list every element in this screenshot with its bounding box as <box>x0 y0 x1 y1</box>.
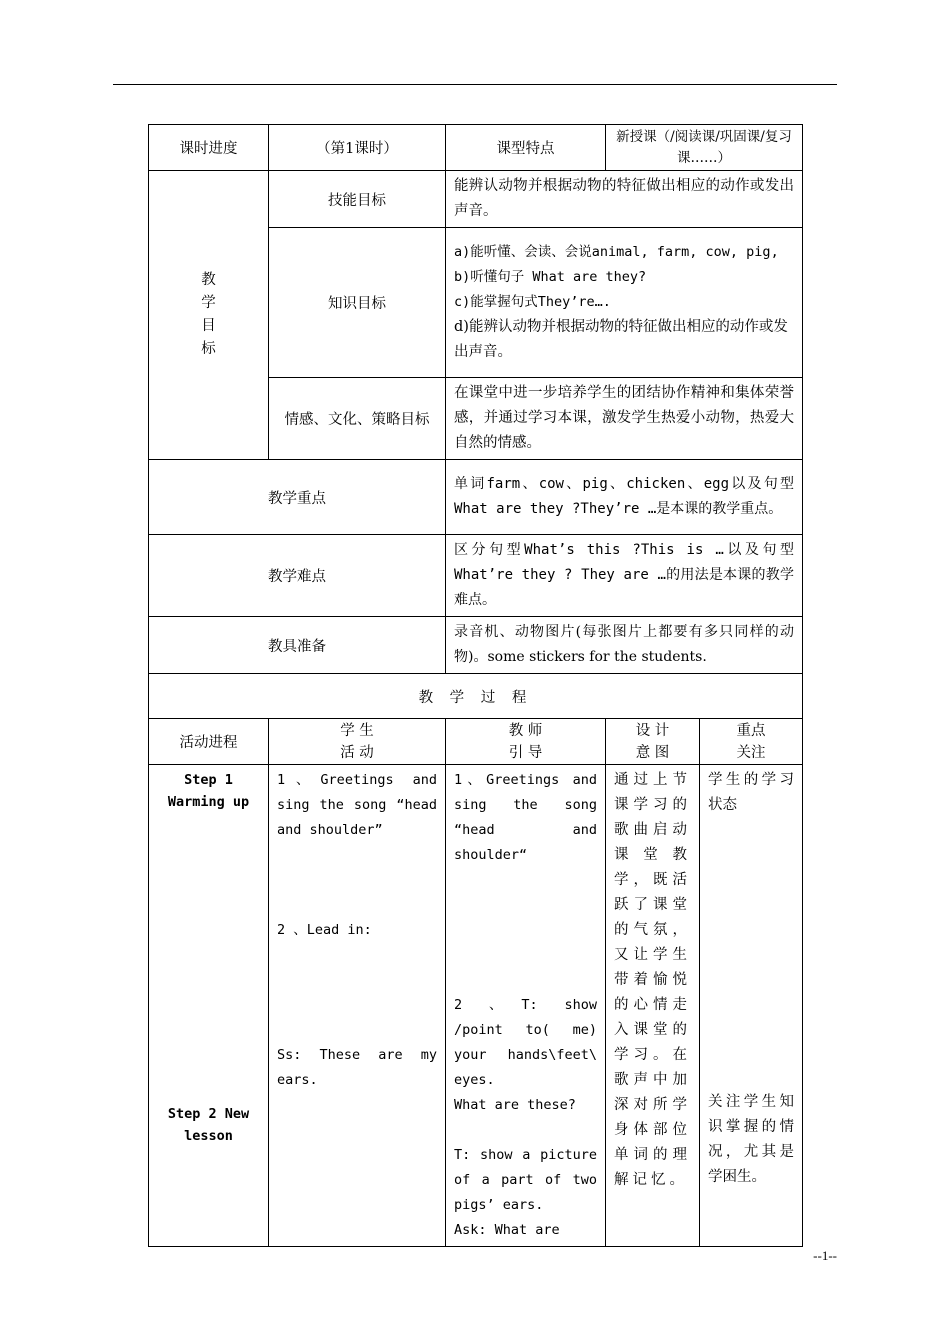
row-materials <box>149 617 803 674</box>
header-design-intent: 设 计 意 图 <box>606 719 700 765</box>
knowledge-objective-list <box>446 228 803 378</box>
lesson-type-value: 新授课（/阅读课/巩固课/复习课……） <box>606 125 803 171</box>
emotion-objective-label: 情感、文化、策略目标 <box>269 378 446 460</box>
row-process-title <box>149 674 803 719</box>
knowledge-item: c)能掌握句式They’re…. <box>454 294 611 310</box>
header-progress: 活动进程 <box>149 719 269 765</box>
key-points-label: 教学重点 <box>149 460 446 535</box>
progress-label: 课时进度 <box>149 125 269 171</box>
difficulties-text: 区分句型What’s this ?This is …以及句型What’re they ? They are …的用法是本课的教学难点。 <box>446 535 803 617</box>
progress-value: （第1课时） <box>269 125 446 171</box>
lesson-type-label: 课型特点 <box>446 125 606 171</box>
objectives-label <box>149 171 269 460</box>
design-intent-text: 通过上节课学习的歌曲启动课堂教学，既活跃了课堂的气氛，又让学生带着愉悦的心情走入课堂的学习。在歌声中加深对所学身体部位单词的理解记忆。 <box>606 765 700 1247</box>
teacher-guide-text: 1、Greetings and sing the song “head and shoulder“ 2 、T: show /point to( me) your hands\feet\ eyes. What are these? T: show a picture of a part of two pigs’ ears. Ask: What are <box>446 765 606 1247</box>
process-title: 教 学 过 程 <box>149 674 803 719</box>
row-process-body <box>149 765 803 1247</box>
row-skill-objective <box>149 171 803 228</box>
difficulties-label: 教学难点 <box>149 535 446 617</box>
knowledge-item: a)能听懂、会读、会说animal, farm, cow, pig, <box>454 244 779 260</box>
knowledge-item: b)听懂句子 What are they? <box>454 269 647 285</box>
row-process-headers <box>149 719 803 765</box>
skill-objective-text: 能辨认动物并根据动物的特征做出相应的动作或发出声音。 <box>446 171 803 228</box>
student-activity-text: 1、Greetings and sing the song “head and shoulder” 2 、Lead in: Ss: These are my ears. <box>269 765 446 1247</box>
focus-note-1: 学生的学习状态 <box>708 772 794 813</box>
header-rule <box>113 84 837 85</box>
header-focus: 重点 关注 <box>700 719 803 765</box>
header-student-activity: 学 生 活 动 <box>269 719 446 765</box>
focus-note-2: 关注学生知识掌握的情况，尤其是学困生。 <box>708 1094 794 1185</box>
steps-cell <box>149 765 269 1247</box>
header-teacher-guide: 教 师 引 导 <box>446 719 606 765</box>
row-difficulties <box>149 535 803 617</box>
emotion-objective-text: 在课堂中进一步培养学生的团结协作精神和集体荣誉感，并通过学习本课，激发学生热爱小动物，热爱大自然的情感。 <box>446 378 803 460</box>
key-points-text: 单词farm、cow、pig、chicken、egg以及句型What are they ?They’re …是本课的教学重点。 <box>446 460 803 535</box>
skill-objective-label: 技能目标 <box>269 171 446 228</box>
knowledge-objective-label: 知识目标 <box>269 228 446 378</box>
page-number: --1-- <box>813 1248 837 1263</box>
materials-text: 录音机、动物图片(每张图片上都要有多只同样的动物)。some stickers for the students. <box>446 617 803 674</box>
step2-label: Step 2 New lesson <box>167 1106 250 1144</box>
lesson-plan-table <box>148 124 803 1247</box>
focus-cell <box>700 765 803 1247</box>
row-progress <box>149 125 803 171</box>
knowledge-item: d)能辨认动物并根据动物的特征做出相应的动作或发出声音。 <box>454 319 788 360</box>
step1-label: Step 1 Warming up <box>167 772 250 810</box>
row-key-points <box>149 460 803 535</box>
materials-label: 教具准备 <box>149 617 446 674</box>
objectives-label-text: 教学目标 <box>201 272 216 357</box>
